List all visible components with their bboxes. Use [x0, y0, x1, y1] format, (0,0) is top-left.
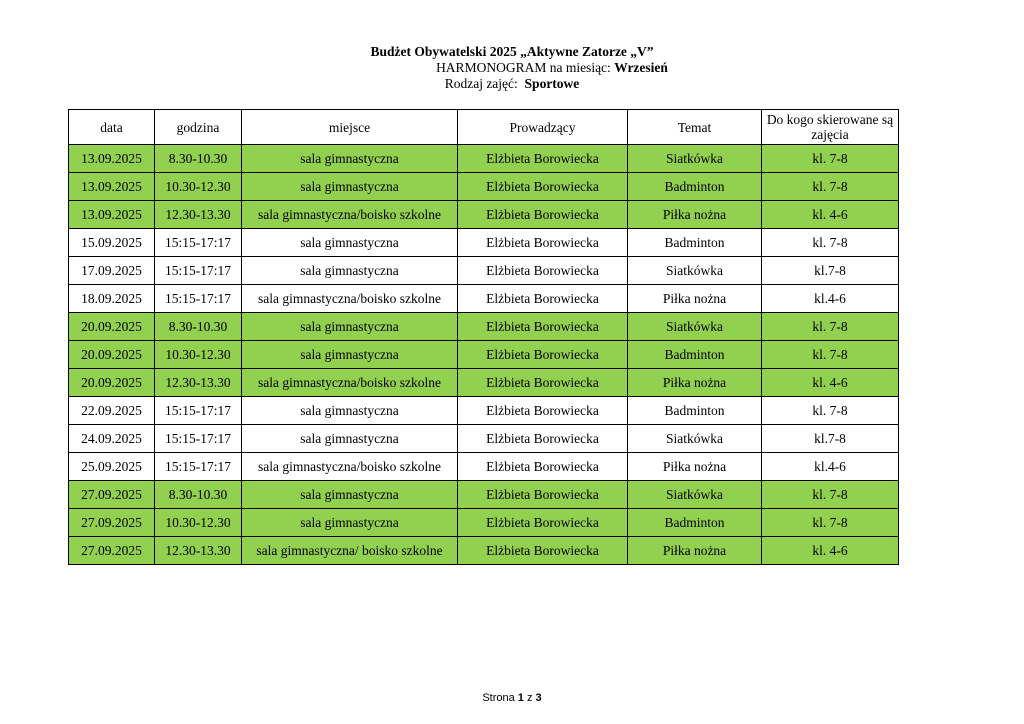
schedule-month-line [40, 60, 1024, 76]
cell-instructor: Elżbieta Borowiecka [458, 313, 628, 341]
cell-time: 10.30-12.30 [155, 509, 242, 537]
cell-audience: kl. 7-8 [762, 145, 899, 173]
cell-audience: kl. 7-8 [762, 509, 899, 537]
cell-place: sala gimnastyczna [242, 257, 458, 285]
cell-instructor: Elżbieta Borowiecka [458, 229, 628, 257]
cell-audience: kl. 4-6 [762, 537, 899, 565]
schedule-month-prefix: HARMONOGRAM na miesiąc: [436, 60, 615, 75]
cell-instructor: Elżbieta Borowiecka [458, 285, 628, 313]
cell-place: sala gimnastyczna [242, 425, 458, 453]
document-title: Budżet Obywatelski 2025 „Aktywne Zatorze „V” [370, 44, 654, 59]
table-row [69, 369, 899, 397]
column-header-date: data [69, 110, 155, 145]
cell-date: 13.09.2025 [69, 173, 155, 201]
cell-place: sala gimnastyczna [242, 481, 458, 509]
cell-audience: kl. 7-8 [762, 341, 899, 369]
cell-instructor: Elżbieta Borowiecka [458, 397, 628, 425]
table-row [69, 509, 899, 537]
cell-time: 15:15-17:17 [155, 285, 242, 313]
table-row [69, 453, 899, 481]
table-row [69, 201, 899, 229]
page-footer [0, 692, 1024, 704]
cell-place: sala gimnastyczna/ boisko szkolne [242, 537, 458, 565]
cell-audience: kl.4-6 [762, 453, 899, 481]
table-row [69, 425, 899, 453]
cell-time: 15:15-17:17 [155, 397, 242, 425]
cell-topic: Badminton [628, 397, 762, 425]
cell-topic: Piłka nożna [628, 201, 762, 229]
cell-audience: kl.7-8 [762, 425, 899, 453]
cell-date: 20.09.2025 [69, 341, 155, 369]
cell-topic: Siatkówka [628, 257, 762, 285]
cell-topic: Badminton [628, 229, 762, 257]
table-row [69, 341, 899, 369]
column-header-topic: Temat [628, 110, 762, 145]
cell-topic: Piłka nożna [628, 453, 762, 481]
activity-type-value: Sportowe [524, 76, 580, 91]
cell-time: 15:15-17:17 [155, 425, 242, 453]
cell-date: 27.09.2025 [69, 509, 155, 537]
cell-topic: Siatkówka [628, 145, 762, 173]
cell-place: sala gimnastyczna [242, 229, 458, 257]
cell-time: 15:15-17:17 [155, 229, 242, 257]
table-row [69, 285, 899, 313]
page-total: 3 [535, 692, 542, 704]
cell-place: sala gimnastyczna/boisko szkolne [242, 369, 458, 397]
cell-time: 8.30-10.30 [155, 145, 242, 173]
schedule-month-value: Wrzesień [614, 60, 668, 75]
cell-topic: Piłka nożna [628, 537, 762, 565]
cell-date: 13.09.2025 [69, 145, 155, 173]
cell-place: sala gimnastyczna [242, 509, 458, 537]
table-row [69, 257, 899, 285]
table-header-row [69, 110, 899, 145]
cell-audience: kl.7-8 [762, 257, 899, 285]
cell-date: 27.09.2025 [69, 537, 155, 565]
cell-topic: Siatkówka [628, 481, 762, 509]
cell-date: 17.09.2025 [69, 257, 155, 285]
cell-instructor: Elżbieta Borowiecka [458, 425, 628, 453]
schedule-table-body [69, 145, 899, 565]
cell-date: 15.09.2025 [69, 229, 155, 257]
cell-instructor: Elżbieta Borowiecka [458, 173, 628, 201]
cell-topic: Badminton [628, 509, 762, 537]
cell-audience: kl. 7-8 [762, 229, 899, 257]
table-row [69, 145, 899, 173]
cell-topic: Badminton [628, 173, 762, 201]
cell-place: sala gimnastyczna [242, 145, 458, 173]
cell-instructor: Elżbieta Borowiecka [458, 481, 628, 509]
cell-instructor: Elżbieta Borowiecka [458, 509, 628, 537]
cell-date: 18.09.2025 [69, 285, 155, 313]
cell-date: 25.09.2025 [69, 453, 155, 481]
column-header-instructor: Prowadzący [458, 110, 628, 145]
page-number: 1 [517, 692, 524, 704]
cell-place: sala gimnastyczna/boisko szkolne [242, 285, 458, 313]
activity-type-line [0, 76, 1024, 92]
cell-date: 13.09.2025 [69, 201, 155, 229]
column-header-audience: Do kogo skierowane są zajęcia [762, 110, 899, 145]
cell-time: 8.30-10.30 [155, 481, 242, 509]
cell-audience: kl. 4-6 [762, 201, 899, 229]
table-row [69, 173, 899, 201]
cell-instructor: Elżbieta Borowiecka [458, 201, 628, 229]
cell-audience: kl. 7-8 [762, 173, 899, 201]
cell-place: sala gimnastyczna/boisko szkolne [242, 201, 458, 229]
cell-instructor: Elżbieta Borowiecka [458, 145, 628, 173]
cell-place: sala gimnastyczna [242, 313, 458, 341]
cell-time: 15:15-17:17 [155, 453, 242, 481]
cell-date: 24.09.2025 [69, 425, 155, 453]
cell-time: 15:15-17:17 [155, 257, 242, 285]
cell-place: sala gimnastyczna/boisko szkolne [242, 453, 458, 481]
cell-topic: Badminton [628, 341, 762, 369]
cell-time: 12.30-13.30 [155, 537, 242, 565]
cell-topic: Piłka nożna [628, 285, 762, 313]
cell-time: 10.30-12.30 [155, 173, 242, 201]
table-row [69, 397, 899, 425]
cell-time: 10.30-12.30 [155, 341, 242, 369]
cell-date: 20.09.2025 [69, 313, 155, 341]
cell-place: sala gimnastyczna [242, 173, 458, 201]
activity-type-prefix: Rodzaj zajęć: [444, 76, 525, 91]
column-header-place: miejsce [242, 110, 458, 145]
cell-audience: kl. 7-8 [762, 397, 899, 425]
page-word: Strona [482, 692, 515, 704]
table-row [69, 313, 899, 341]
cell-instructor: Elżbieta Borowiecka [458, 257, 628, 285]
cell-time: 12.30-13.30 [155, 201, 242, 229]
cell-topic: Piłka nożna [628, 369, 762, 397]
page-of-word: z [526, 692, 533, 704]
cell-date: 27.09.2025 [69, 481, 155, 509]
table-row [69, 537, 899, 565]
cell-time: 8.30-10.30 [155, 313, 242, 341]
cell-time: 12.30-13.30 [155, 369, 242, 397]
cell-audience: kl. 7-8 [762, 481, 899, 509]
cell-instructor: Elżbieta Borowiecka [458, 537, 628, 565]
cell-place: sala gimnastyczna [242, 341, 458, 369]
cell-date: 22.09.2025 [69, 397, 155, 425]
table-row [69, 481, 899, 509]
cell-audience: kl.4-6 [762, 285, 899, 313]
cell-date: 20.09.2025 [69, 369, 155, 397]
cell-audience: kl. 7-8 [762, 313, 899, 341]
cell-place: sala gimnastyczna [242, 397, 458, 425]
cell-instructor: Elżbieta Borowiecka [458, 369, 628, 397]
table-row [69, 229, 899, 257]
cell-instructor: Elżbieta Borowiecka [458, 453, 628, 481]
cell-topic: Siatkówka [628, 313, 762, 341]
cell-audience: kl. 4-6 [762, 369, 899, 397]
schedule-table [68, 109, 899, 565]
cell-instructor: Elżbieta Borowiecka [458, 341, 628, 369]
column-header-time: godzina [155, 110, 242, 145]
cell-topic: Siatkówka [628, 425, 762, 453]
